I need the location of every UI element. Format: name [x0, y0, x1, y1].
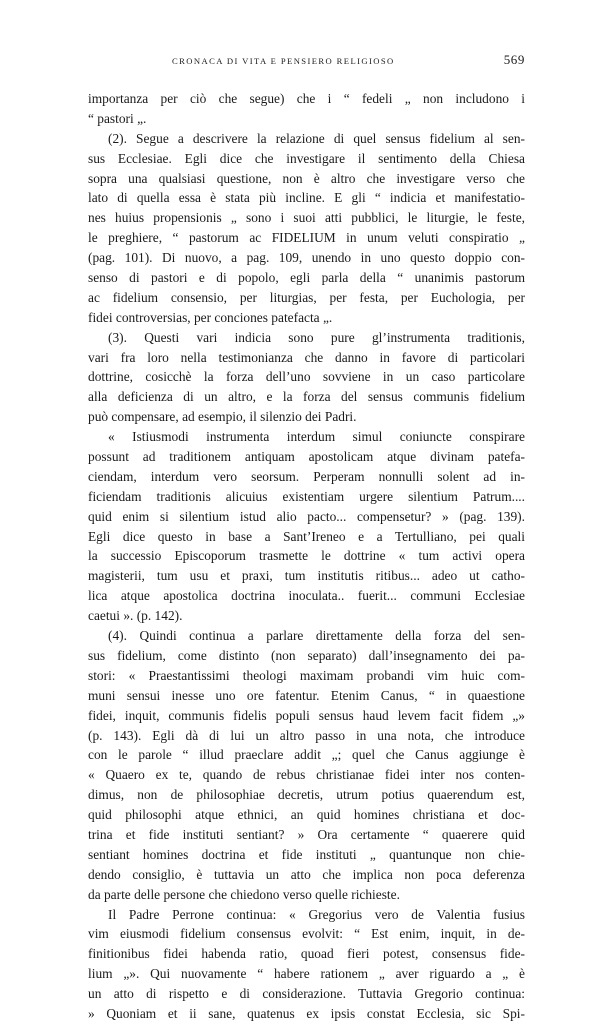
text-line: sentiant homines doctrina et fide instituti „ quantunque non chie- — [88, 846, 525, 862]
text-line: ciendam, interdum vero seorsum. Perperam nonnulli solent ad in- — [88, 468, 525, 484]
text-line: trina et fide instituti sentiant? » Ora certamente “ quaerere quid — [88, 826, 525, 842]
text-line: senso di pastori e di popolo, egli parla della “ unanimis pastorum — [88, 270, 525, 286]
text-line: un atto di rispetto e di considerazione. Tuttavia Gregorio continua: — [88, 986, 525, 1002]
text-line: possunt ad traditionem antiquam apostolicam atque divinam patefa- — [88, 449, 525, 465]
text-line: la successio Episcoporum trasmette le dottrine « tum activi opera — [88, 548, 525, 564]
text-line: lato di quella essa è stata più incline. E gli “ indicia et manifestatio- — [88, 190, 525, 206]
text-line: caetui ». (p. 142). — [88, 608, 183, 624]
text-line: dottrine, cosicchè la forza dell’uno sovviene in un caso particolare — [88, 369, 525, 385]
text-line: dendo consiglio, è tuttavia un atto che implica non poca deferenza — [88, 866, 525, 882]
text-line: « Quaero ex te, quando de rebus christianae fidei inter nos conten- — [88, 767, 525, 783]
text-line: « Istiusmodi instrumenta interdum simul coniuncte conspirare — [108, 429, 525, 445]
text-line: (pag. 101). Di nuovo, a pag. 109, unendo in uno questo doppio con- — [88, 250, 525, 266]
text-line: nes huius propensionis „ sono i suoi atti pubblici, le liturgie, le feste, — [88, 210, 525, 226]
text-line: vari fra loro nella testimonianza che danno in favore di particolari — [88, 349, 525, 365]
text-line: Il Padre Perrone continua: « Gregorius vero de Valentia fusius — [108, 906, 525, 922]
text-line: dimus, non de philosophiae decretis, utrum potius quaerendum est, — [88, 787, 525, 803]
text-line: muni sensui inesse uno ore fatentur. Etenim Canus, “ in quaestione — [88, 687, 525, 703]
text-line: (2). Segue a descrivere la relazione di quel sensus fidelium al sen- — [108, 130, 525, 146]
text-line: le preghiere, “ pastorum ac FIDELIUM in unum veluti conspiratio „ — [88, 230, 525, 246]
text-line: con le parole “ illud praeclare addit „; quel che Canus aggiunge è — [88, 747, 525, 763]
text-line: » Quoniam et ii sane, quatenus ex ipsis constat Ecclesia, sic Spi- — [88, 1005, 525, 1021]
text-line: fidei controversias, per conciones patefacta „. — [88, 309, 333, 325]
text-line: vim eiusmodi fidelium consensus evolvit: “ Est enim, inquit, in de- — [88, 926, 525, 942]
text-line: (4). Quindi continua a parlare direttamente della forza del sen- — [108, 628, 525, 644]
running-header — [88, 52, 525, 68]
text-line: “ pastori „. — [88, 110, 147, 126]
text-line: da parte delle persone che chiedono verso quelle richieste. — [88, 886, 400, 902]
text-line: ac fidelium consensio, per liturgias, per festa, per Euchologia, per — [88, 289, 525, 305]
text-line: lica atque apostolica doctrina inoculata.. fuerit... communi Ecclesiae — [88, 588, 525, 604]
running-title: CRONACA DI VITA E PENSIERO RELIGIOSO — [172, 56, 395, 66]
text-line: sus fidelium, come distinto (non separato) dall’insegnamento dei pa- — [88, 647, 525, 663]
text-line: fidei, inquit, communis fidelis populi sensus haud levem facit fidem „» — [88, 707, 525, 723]
text-line: magisterii, tum usu et praxi, tum institutis ritibus... adeo ut catho- — [88, 568, 525, 584]
text-line: sus Ecclesiae. Egli dice che investigare il sentimento della Chiesa — [88, 150, 525, 166]
text-line: Egli dice questo in base a Sant’Ireneo e a Tertulliano, pei quali — [88, 528, 525, 544]
text-line: quid enim si silentium istud alio pacto... compensetur? » (pag. 139). — [88, 508, 525, 524]
text-line: (p. 143). Egli dà di lui un altro passo in una nota, che introduce — [88, 727, 525, 743]
page-number: 569 — [503, 52, 525, 67]
text-line: può compensare, ad esempio, il silenzio dei Padri. — [88, 409, 357, 425]
text-line: quid philosophi atque ethnici, an quid homines christiana et doc- — [88, 807, 525, 823]
text-line: finitionibus fidei habenda ratio, quoad fieri potest, consensus fide- — [88, 946, 525, 962]
text-line: alla deficienza di un altro, e la forza del sensus communis fidelium — [88, 389, 525, 405]
text-line: lium „». Qui nuovamente “ habere rationem „ aver riguardo a „ è — [88, 966, 525, 982]
text-line: sopra una qualsiasi questione, non è altro che investigare verso che — [88, 170, 525, 186]
text-line: stori: « Praestantissimi theologi maximam probandi vim huic com- — [88, 667, 525, 683]
text-line: ficiendam traditionis alicuius existentiam urgere silentium Patrum.... — [88, 488, 525, 504]
text-line: importanza per ciò che segue) che i “ fedeli „ non includono i — [88, 91, 525, 106]
body-text — [88, 89, 525, 1024]
text-line: (3). Questi vari indicia sono pure gl’instrumenta traditionis, — [108, 329, 525, 345]
